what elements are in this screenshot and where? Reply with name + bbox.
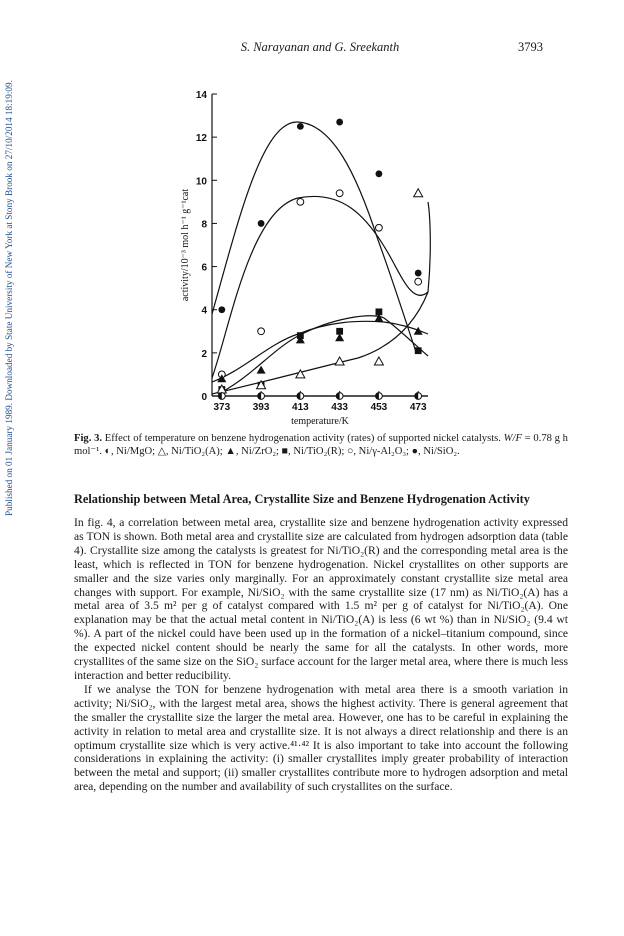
body-text bbox=[74, 516, 568, 794]
caption-text-2: = 0.78 g h mol⁻¹. ◐, Ni/MgO; △, Ni/TiO₂(A); ▲, Ni/ZrO₂; ■, Ni/TiO₂(R); ○, Ni/γ-Al₂O₃; ●, Ni/SiO₂. bbox=[74, 433, 568, 457]
curve-ni-sio2 bbox=[212, 122, 416, 352]
y-axis-label: activity/10⁻³ mol h⁻¹ g⁻¹cat bbox=[180, 188, 191, 302]
point-ni-tio2-r bbox=[336, 328, 343, 335]
x-tick-label: 473 bbox=[409, 402, 427, 413]
caption-text-1: Effect of temperature on benzene hydrogenation activity (rates) of supported nickel catalysts. bbox=[102, 433, 504, 444]
point-ni-mgo bbox=[297, 393, 304, 400]
y-tick-label: 12 bbox=[195, 133, 207, 145]
page-header bbox=[0, 40, 624, 60]
point-ni-mgo bbox=[218, 393, 225, 400]
point-ni-mgo bbox=[336, 393, 343, 400]
y-tick-label: 6 bbox=[201, 262, 207, 274]
point-ni-al2o3 bbox=[336, 190, 343, 197]
caption-label: Fig. 3. bbox=[74, 433, 103, 444]
running-head-authors: S. Narayanan and G. Sreekanth bbox=[240, 40, 400, 54]
point-ni-al2o3 bbox=[297, 198, 304, 205]
x-tick-label: 433 bbox=[331, 402, 348, 413]
point-ni-tio2-a bbox=[374, 357, 383, 365]
curve-ni-tio2-r bbox=[218, 316, 428, 394]
point-ni-tio2-a bbox=[335, 357, 344, 365]
point-ni-al2o3 bbox=[258, 328, 265, 335]
x-tick-label: 413 bbox=[292, 402, 309, 413]
point-ni-sio2 bbox=[297, 123, 304, 130]
y-tick-label: 2 bbox=[201, 348, 207, 360]
page-number: 3793 bbox=[518, 40, 543, 54]
curve-ni-al2o3 bbox=[212, 196, 428, 378]
paragraph-1: In fig. 4, a correlation between metal area, crystallite size and benzene hydrogenation activity expressed as TON is shown. Both metal area and crystallite size are calculated from hydrogen adsorption data (table 4). Crystallite size among the catalysts is greatest for Ni/TiO₂(R) and the corresponding metal area is the least, which is reflected in TON for benzene hydrogenation. Nickel crystallites on other supports are smaller and the size varies only marginally. For an approximately constant crystallite size metal area changes with support. For example, Ni/SiO₂ with the same crystallite size (17 nm) as Ni/TiO₂(A) has a metal area of 3.5 m² per g of catalyst compared with 1.5 m² per g of catalyst for Ni/TiO₂(A). One explanation may be that the actual metal content in Ni/TiO₂(A) is less (6 wt %) than in Ni/SiO₂ (9.4 wt %). A part of the nickel could have been used up in the formation of a nickel–titanium compound, since the expected nickel content should be nearly the same for all the catalysts. In other words, more crystallites of the same size on the SiO₂ surface account for the larger metal area, where there is much less interaction and better reducibility. bbox=[74, 516, 568, 682]
point-ni-mgo bbox=[258, 393, 265, 400]
section-title: Relationship between Metal Area, Crystallite Size and Benzene Hydrogenation Activity bbox=[74, 492, 530, 506]
point-ni-sio2 bbox=[336, 119, 343, 126]
point-ni-tio2-r bbox=[415, 347, 422, 354]
x-tick-label: 453 bbox=[370, 402, 388, 413]
x-tick-label: 393 bbox=[252, 402, 270, 413]
point-ni-tio2-a bbox=[414, 189, 423, 197]
y-tick-label: 10 bbox=[195, 176, 207, 188]
y-tick-label: 14 bbox=[195, 90, 207, 101]
y-tick-label: 8 bbox=[201, 219, 207, 231]
point-ni-mgo bbox=[376, 393, 383, 400]
point-ni-tio2-r bbox=[297, 332, 304, 339]
y-tick-label: 4 bbox=[201, 305, 207, 317]
point-ni-mgo bbox=[415, 393, 422, 400]
point-ni-sio2 bbox=[218, 306, 225, 313]
point-ni-tio2-r bbox=[376, 308, 383, 315]
activity-temperature-chart bbox=[160, 82, 460, 427]
download-notice: Published on 01 January 1989. Downloaded by State University of New York at Stony Brook on 27/10/2014 18:19:09. bbox=[4, 80, 14, 516]
point-ni-sio2 bbox=[376, 170, 383, 177]
point-ni-al2o3 bbox=[415, 278, 422, 285]
fitted-curves bbox=[212, 122, 430, 396]
x-tick-label: 373 bbox=[213, 402, 231, 413]
x-axis-label: temperature/K bbox=[291, 416, 349, 427]
point-ni-sio2 bbox=[415, 270, 422, 277]
y-tick-label: 0 bbox=[201, 392, 207, 403]
point-ni-al2o3 bbox=[376, 224, 383, 231]
paragraph-2: If we analyse the TON for benzene hydrogenation with metal area there is a smooth variation in activity; Ni/SiO₂, with the largest metal area, shows the highest activity. There is general agreement that the smaller the crystallite size the larger the metal area. However, one has to be careful in explaining the activity in relation to metal area and crystallite size. It is not always a direct relationship and there is an optimum crystallite size which is very active.⁴¹·⁴² It is also important to take into account the following considerations in explaining the activity: (i) smaller crystallites imply greater probability of interaction between the metal and support; (ii) smaller crystallites contribute more to hydrogen adsorption and metal area, depending on the number and availability of such crystallites on the surface. bbox=[74, 682, 568, 794]
point-ni-sio2 bbox=[258, 220, 265, 227]
figure-caption bbox=[74, 432, 568, 458]
curve-ni-zro2 bbox=[212, 321, 428, 382]
caption-wf: W/F bbox=[503, 433, 522, 444]
